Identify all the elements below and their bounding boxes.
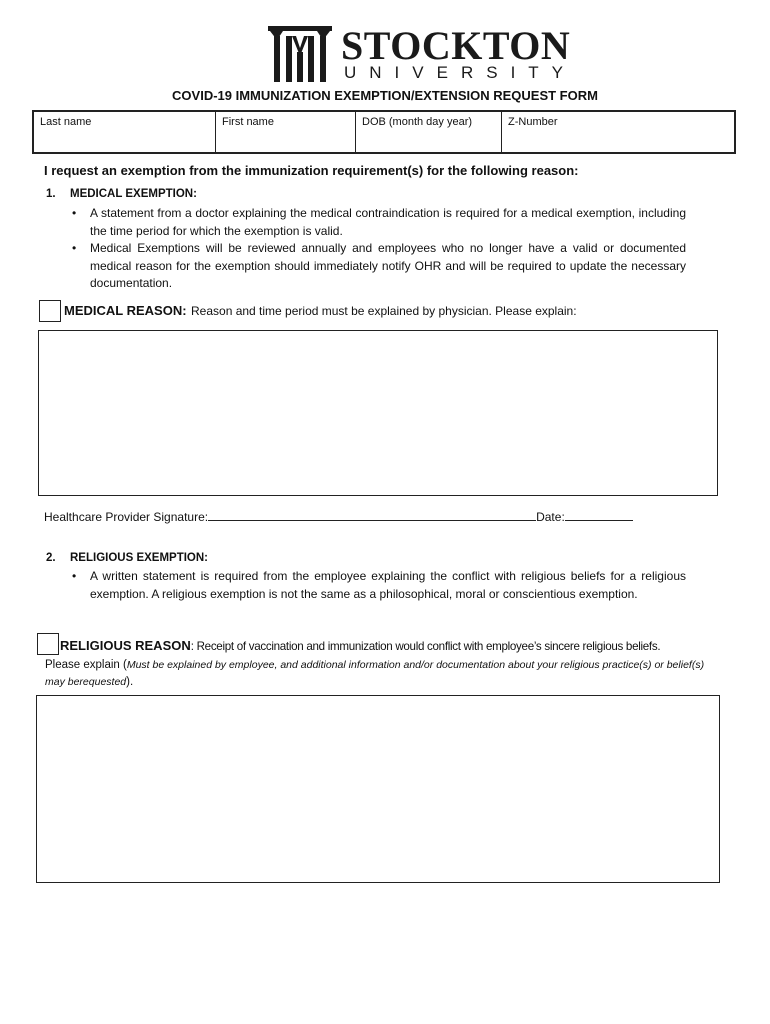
list-item: • Medical Exemptions will be reviewed annually and employees who no longer have a valid or documented medical reason for the exemption should immediately notify OHR and will be required to update the necessary documentation. — [70, 240, 686, 293]
explain-prefix: Please explain ( — [45, 659, 127, 671]
explain-suffix: ). — [126, 676, 134, 688]
date-label: Date: — [536, 510, 565, 524]
list-item: • A written statement is required from the employee explaining the conflict with religious beliefs for a religious exemption. A religious exemption is not the same as a philosophical, moral or conscientious exemption. — [70, 568, 686, 603]
medical-reason-textarea[interactable] — [38, 330, 718, 496]
religious-reason-checkbox[interactable] — [37, 633, 59, 655]
religious-reason-line — [60, 638, 720, 653]
signature-field[interactable] — [208, 508, 536, 521]
medical-section-number: 1. — [46, 188, 56, 200]
stockton-trees-logo-icon — [268, 26, 332, 82]
dob-field[interactable] — [356, 112, 502, 152]
religious-explain-instructions — [45, 657, 717, 691]
form-title: COVID-19 IMMUNIZATION EXEMPTION/EXTENSION REQUEST FORM — [172, 88, 598, 103]
date-field[interactable] — [565, 508, 633, 521]
explain-italic-note: Must be explained by employee, and additional information and/or documentation about your religious practice(s) or belief(s) may berequested — [45, 659, 705, 688]
signature-label: Healthcare Provider Signature: — [44, 510, 209, 524]
logo-name-line2: UNIVERSITY — [344, 63, 577, 82]
religious-bullet-list — [70, 568, 686, 603]
signature-line — [44, 508, 633, 524]
religious-reason-label: RELIGIOUS REASON — [60, 638, 191, 653]
university-logo — [268, 23, 577, 84]
request-statement: I request an exemption from the immunization requirement(s) for the following reason: — [44, 163, 579, 178]
medical-reason-label: MEDICAL REASON: — [64, 303, 187, 318]
first-name-label: First name — [222, 116, 274, 128]
z-number-field[interactable] — [502, 112, 734, 152]
medical-heading-text: MEDICAL EXEMPTION: — [70, 188, 197, 200]
religious-section-number: 2. — [46, 552, 56, 564]
medical-reason-line — [64, 302, 577, 320]
medical-exemption-heading — [46, 188, 197, 200]
logo-name-line1: STOCKTON — [341, 23, 571, 68]
medical-reason-instructions: Reason and time period must be explained by physician. Please explain: — [191, 304, 577, 318]
last-name-label: Last name — [40, 116, 92, 128]
list-item: • A statement from a doctor explaining the medical contraindication is required for a medical exemption, including the time period for which the exemption is valid. — [70, 205, 686, 240]
religious-exemption-heading — [46, 552, 208, 564]
personal-info-table — [32, 110, 736, 154]
medical-reason-checkbox[interactable] — [39, 300, 61, 322]
first-name-field[interactable] — [216, 112, 356, 152]
religious-heading-text: RELIGIOUS EXEMPTION: — [70, 552, 209, 564]
z-number-label: Z-Number — [508, 116, 558, 128]
last-name-field[interactable] — [34, 112, 216, 152]
medical-bullet-list — [70, 205, 686, 293]
religious-reason-textarea[interactable] — [36, 695, 720, 883]
religious-reason-statement: : Receipt of vaccination and immunization would conflict with employee’s sincere religious beliefs. — [190, 640, 661, 653]
dob-label: DOB (month day year) — [362, 116, 473, 128]
